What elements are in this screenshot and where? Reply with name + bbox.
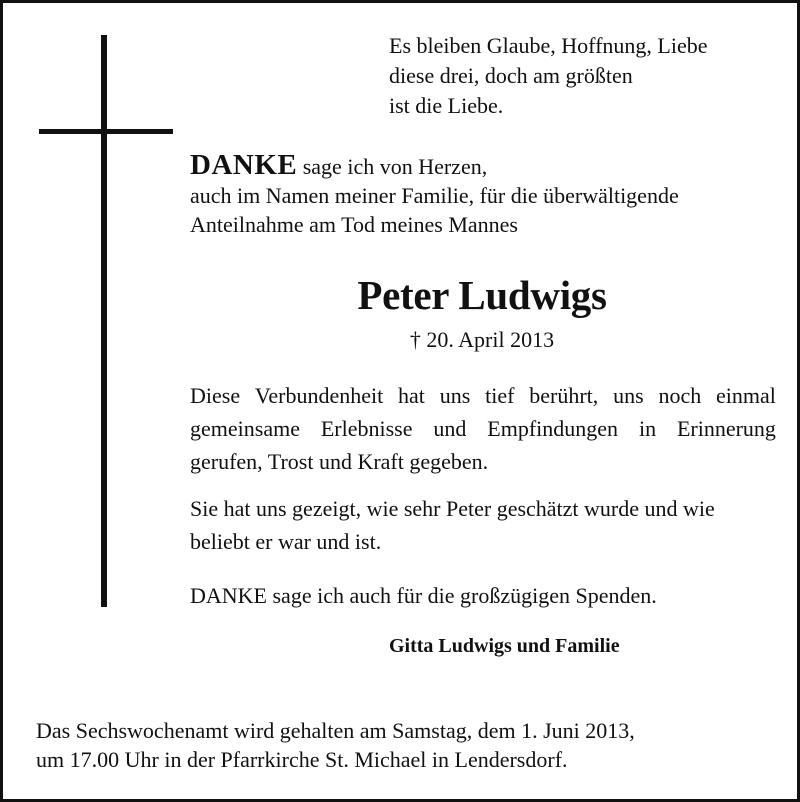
cross-icon-horizontal-bar — [39, 129, 173, 134]
thanks-line-1: sage ich von Herzen, — [302, 154, 488, 179]
quote-line: diese drei, doch am größten — [389, 63, 633, 88]
deceased-name: Peter Ludwigs — [357, 272, 607, 318]
cross-icon-vertical-bar — [101, 35, 107, 607]
paragraph-line: beliebt er war und ist. — [190, 529, 382, 554]
paragraph-line: gerufen, Trost und Kraft gegeben. — [190, 449, 489, 474]
danke-heading: DANKE — [190, 149, 298, 181]
thanks-line-2: auch im Namen meiner Familie, für die überwältigende — [190, 183, 679, 208]
paragraph-line: gemeinsame Erlebnisse und Empfindungen in Erinnerung — [190, 416, 776, 441]
thanks-block — [190, 151, 790, 239]
paragraph-line: Sie hat uns gezeigt, wie sehr Peter geschätzt wurde und wie — [190, 496, 715, 521]
death-date: † 20. April 2013 — [409, 327, 555, 352]
quote-line: Es bleiben Glaube, Hoffnung, Liebe — [389, 33, 708, 58]
paragraph-line: DANKE sage ich auch für die großzügigen Spenden. — [190, 583, 657, 608]
paragraph-spenden — [190, 579, 776, 612]
service-announcement — [36, 716, 776, 774]
paragraph-geschaetzt — [190, 492, 776, 558]
thanks-line-3: Anteilnahme am Tod meines Mannes — [190, 212, 518, 237]
footer-line: Das Sechswochenamt wird gehalten am Samstag, dem 1. Juni 2013, — [36, 718, 635, 743]
signature: Gitta Ludwigs und Familie — [389, 635, 620, 657]
bible-quote — [389, 31, 789, 121]
quote-line: ist die Liebe. — [389, 93, 504, 118]
footer-line: um 17.00 Uhr in der Pfarrkirche St. Michael in Lendersdorf. — [36, 747, 568, 772]
paragraph-line: Diese Verbundenheit hat uns tief berührt, uns noch einmal — [190, 383, 776, 408]
paragraph-verbundenheit — [190, 379, 776, 478]
